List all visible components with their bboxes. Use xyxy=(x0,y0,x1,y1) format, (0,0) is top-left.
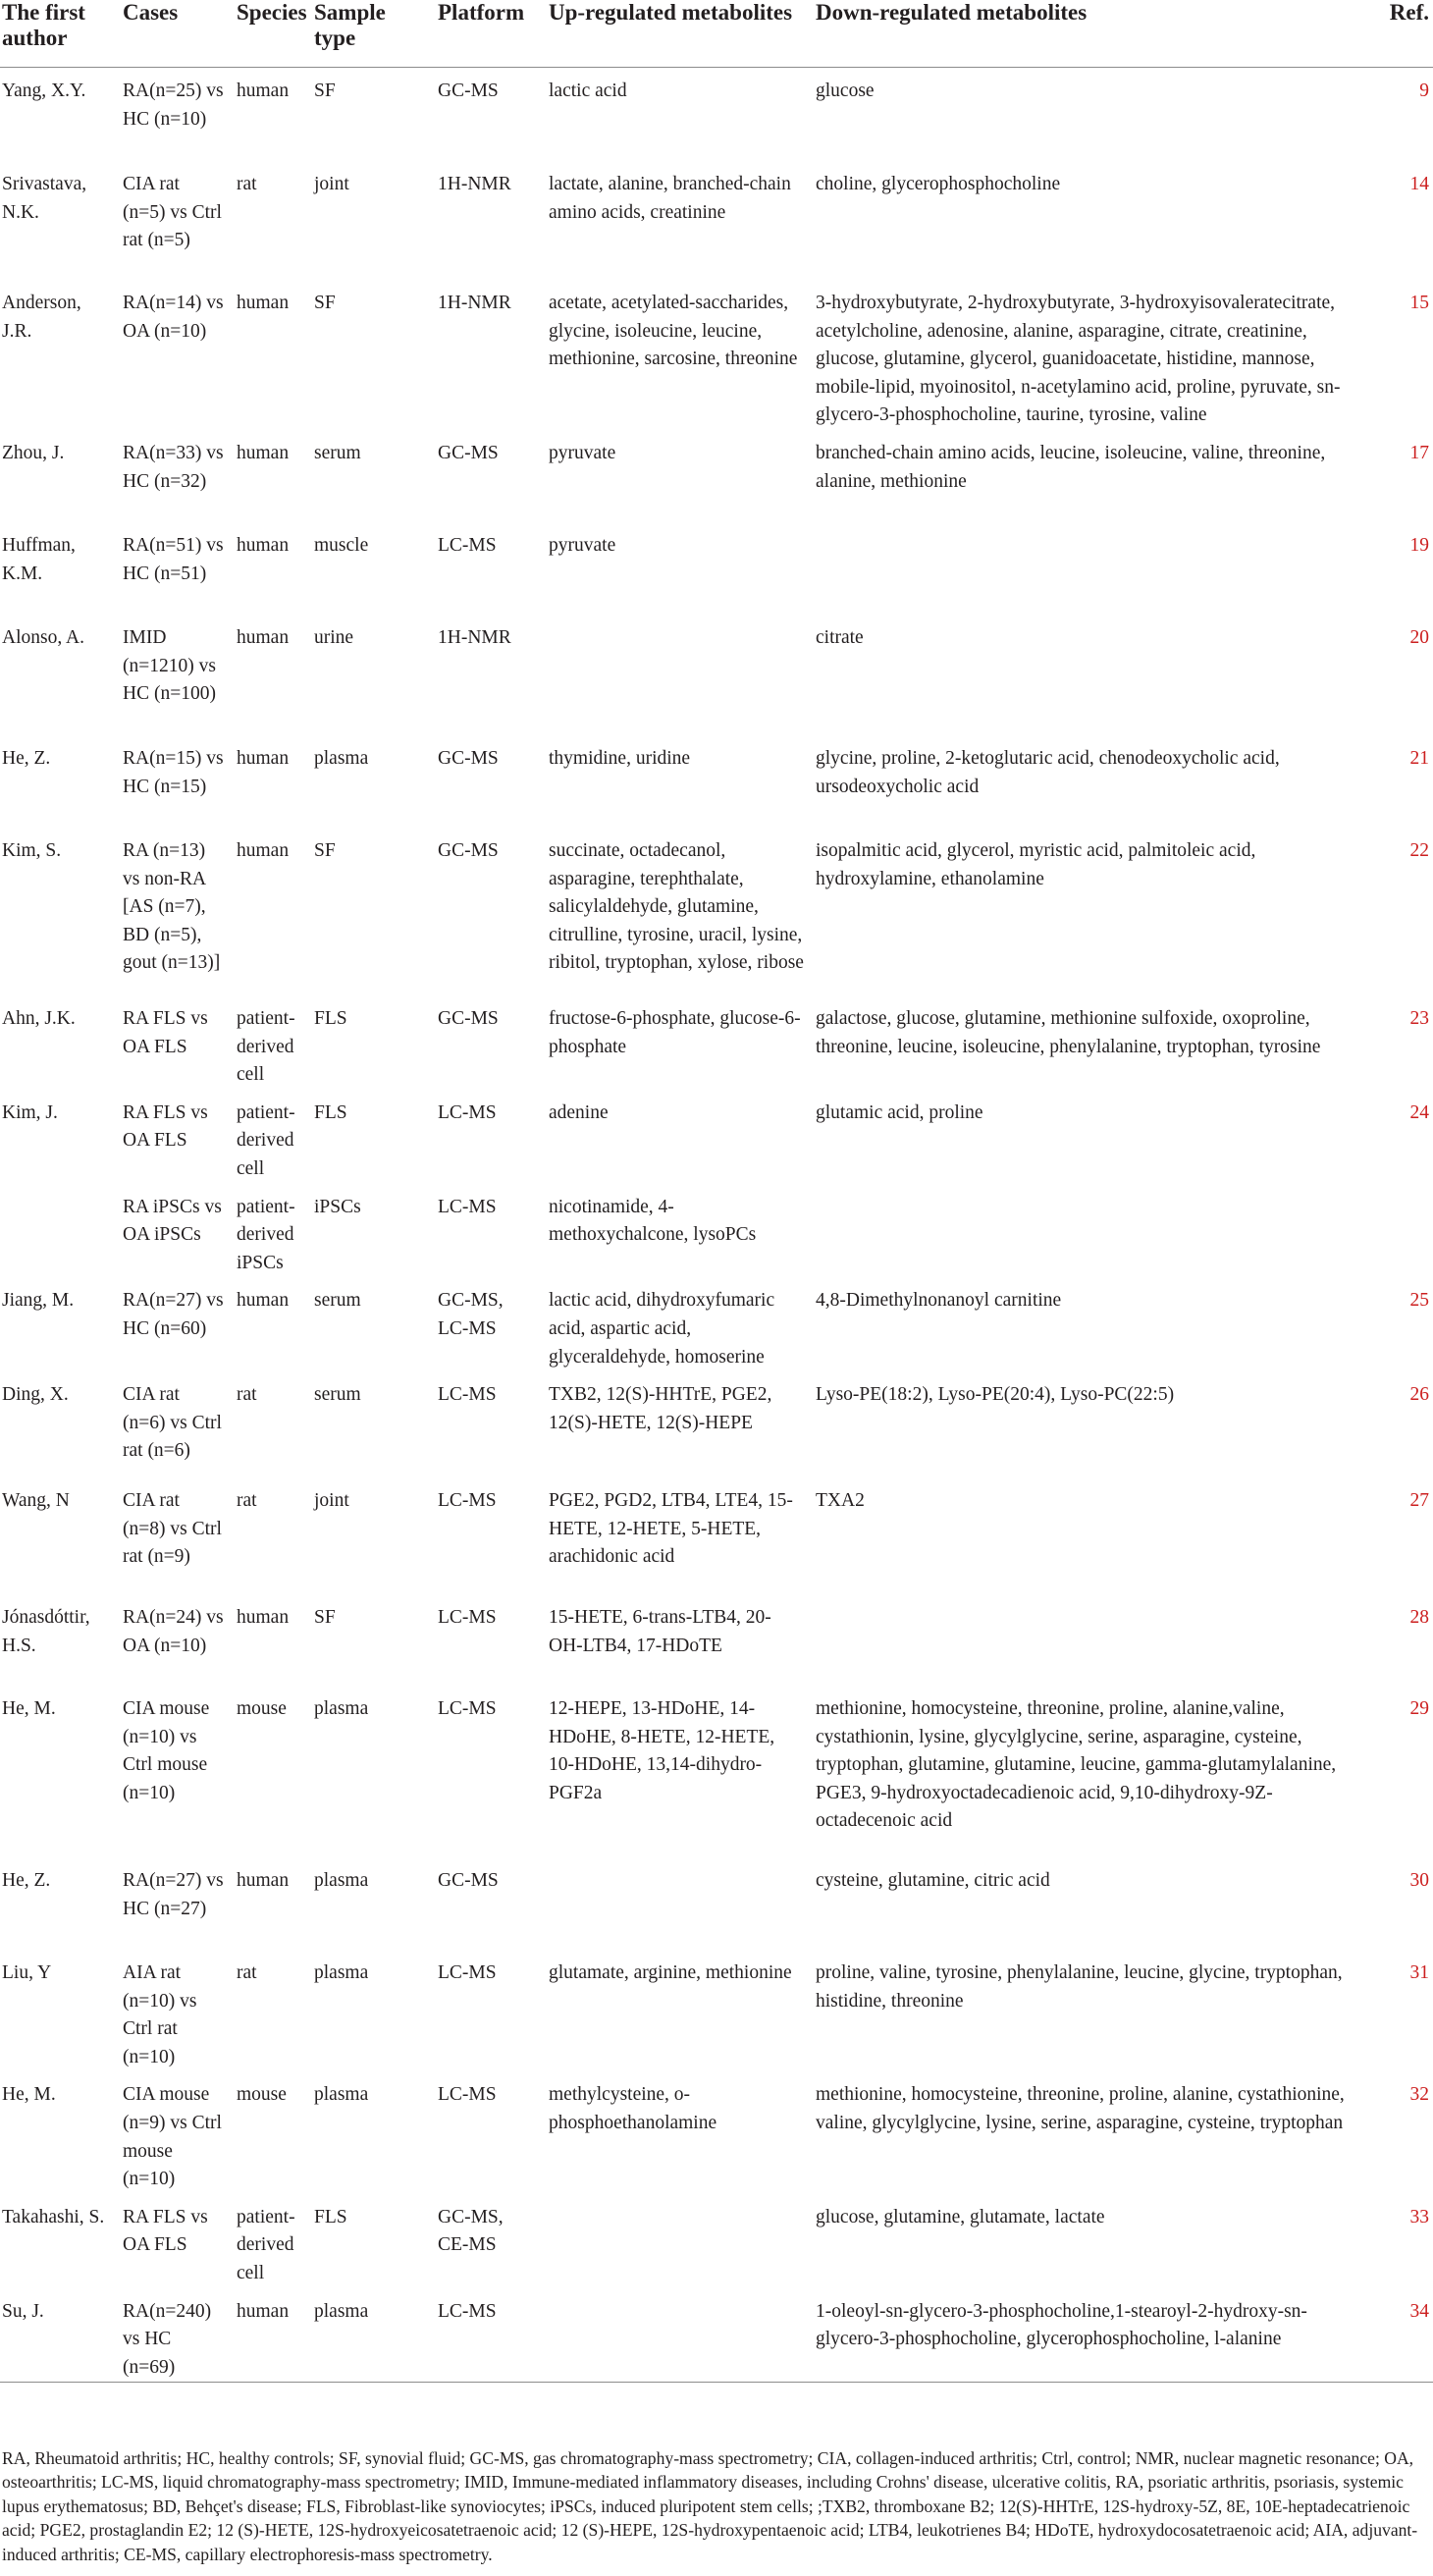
table-cell: 9 xyxy=(1419,80,1429,101)
table-cell: 26 xyxy=(1409,1384,1429,1406)
table-cell: joint xyxy=(314,174,349,194)
table-cell: human xyxy=(237,80,290,101)
table-row xyxy=(0,1857,1433,1950)
table-cell: 20 xyxy=(1409,626,1429,648)
table-cell: 23 xyxy=(1409,1007,1429,1029)
table-cell: LC-MS xyxy=(438,1384,497,1406)
table-cell: succinate, octadecanol, asparagine, terephthalate, salicylaldehyde, glutamine, citrulline, tyrosine, uracil, lysine, ribitol, tryptophan, xylose, ribose xyxy=(549,839,804,974)
header-cell: The first author xyxy=(0,0,117,68)
table-cell: 15 xyxy=(1409,293,1429,313)
table-cell xyxy=(810,522,1372,615)
table-cell: 1-oleoyl-sn-glycero-3-phosphocholine,1-stearoyl-2-hydroxy-sn-glycero-3-phosphocholine, glycerophosphocholine, l-alanine xyxy=(810,2288,1372,2383)
table-header xyxy=(0,0,1433,68)
table-cell: Liu, Y xyxy=(2,1962,52,1984)
table-cell: RA(n=15) vs HC (n=15) xyxy=(123,747,224,797)
header-cell: Up-regulated metabolites xyxy=(543,0,810,68)
table-cell: rat xyxy=(237,1490,257,1512)
table-cell: Kim, J. xyxy=(2,1101,58,1123)
table-cell: 19 xyxy=(1409,534,1429,556)
header-cell: Down-regulated metabolites xyxy=(810,0,1372,68)
table-cell: Yang, X.Y. xyxy=(2,80,86,101)
table-cell: Jónasdóttir, H.S. xyxy=(2,1607,90,1656)
table-cell: Zhou, J. xyxy=(2,442,65,463)
table-cell: cysteine, glutamine, citric acid xyxy=(816,1870,1050,1892)
table-cell: methionine, homocysteine, threonine, proline, alanine,valine, cystathionin, lysine, glycylglycine, serine, asparagine, cysteine, tryptophan, glutamine, glutamine, leucine, gamma-glutamylalanine, PGE3, 9-hydroxyoctadecadienoic acid, 9,10-dihydroxy-9Z-octadecenoic acid xyxy=(816,1698,1337,1832)
table-cell: isopalmitic acid, glycerol, myristic acid, palmitoleic acid, hydroxylamine, ethanolamine xyxy=(816,839,1256,889)
table-cell: GC-MS xyxy=(438,839,499,861)
table-cell: LC-MS xyxy=(438,1490,497,1512)
table-cell: RA(n=27) vs HC (n=60) xyxy=(123,1290,224,1339)
table-cell: human xyxy=(237,1290,290,1312)
table-cell: iPSCs xyxy=(314,1196,361,1217)
table-cell: glycine, proline, 2-ketoglutaric acid, chenodeoxycholic acid, ursodeoxycholic acid xyxy=(816,747,1280,797)
table-cell: 34 xyxy=(1372,2288,1433,2383)
table-cell: human xyxy=(231,2288,308,2383)
table-cell: LC-MS xyxy=(438,534,497,556)
table-row xyxy=(0,430,1433,522)
table-cell: RA(n=25) vs HC (n=10) xyxy=(123,80,224,130)
table-row xyxy=(0,68,1433,162)
table-cell: RA(n=240) vs HC (n=69) xyxy=(117,2288,231,2383)
table-cell: Lyso-PE(18:2), Lyso-PE(20:4), Lyso-PC(22:5) xyxy=(816,1384,1175,1406)
table-cell: GC-MS xyxy=(438,80,499,101)
table-cell: RA (n=13) vs non-RA [AS (n=7), BD (n=5), gout (n=13)] xyxy=(123,839,221,974)
table-cell: RA(n=24) vs OA (n=10) xyxy=(123,1607,224,1656)
table-cell: TXA2 xyxy=(816,1490,865,1512)
table-cell: lactic acid xyxy=(549,80,627,101)
table-cell: SF xyxy=(314,839,336,861)
header-cell: Sample type xyxy=(308,0,432,68)
table-cell: GC-MS, LC-MS xyxy=(438,1290,504,1339)
table-cell: LC-MS xyxy=(438,1698,497,1720)
table-cell: Wang, N xyxy=(2,1490,70,1512)
table-cell: Jiang, M. xyxy=(2,1290,75,1312)
table-cell: proline, valine, tyrosine, phenylalanine, leucine, glycine, tryptophan, histidine, threonine xyxy=(816,1962,1343,2012)
table-row xyxy=(0,1184,1433,1278)
header-cell: Cases xyxy=(117,0,231,68)
table-cell: Srivastava, N.K. xyxy=(2,174,87,223)
table-row xyxy=(0,1277,1433,1371)
table-cell: 14 xyxy=(1409,174,1429,194)
table-cell: SF xyxy=(314,1607,336,1629)
table-cell: TXB2, 12(S)-HHTrE, PGE2, 12(S)-HETE, 12(S)-HEPE xyxy=(549,1384,772,1433)
table-cell: 1H-NMR xyxy=(438,174,511,194)
table-cell: He, Z. xyxy=(2,747,51,769)
table-cell: human xyxy=(237,1607,290,1629)
table-cell: SF xyxy=(314,80,336,101)
table-cell: lactate, alanine, branched-chain amino acids, creatinine xyxy=(549,174,791,223)
table-row xyxy=(0,161,1433,280)
table-cell xyxy=(543,615,810,735)
table-row xyxy=(0,735,1433,828)
table-cell: 1H-NMR xyxy=(438,293,511,313)
table-cell: Alonso, A. xyxy=(2,626,84,648)
table-cell: He, M. xyxy=(2,2084,56,2106)
table-cell: mouse xyxy=(237,2084,287,2106)
table-cell: plasma xyxy=(314,1962,369,1984)
table-row xyxy=(0,615,1433,735)
table-cell: RA iPSCs vs OA iPSCs xyxy=(123,1196,222,1246)
table-cell xyxy=(543,2194,810,2288)
table-body xyxy=(0,68,1433,2383)
table-cell xyxy=(810,1594,1372,1686)
table-cell: Anderson, J.R. xyxy=(2,293,81,342)
table-cell: pyruvate xyxy=(549,534,616,556)
table-cell: plasma xyxy=(314,1698,369,1720)
table-cell: glucose xyxy=(816,80,875,101)
table-cell: human xyxy=(237,534,290,556)
table-cell: 30 xyxy=(1409,1870,1429,1892)
table-cell: methionine, homocysteine, threonine, proline, alanine, cystathionine, valine, glycylglycine, lysine, serine, asparagine, cysteine, tryptophan xyxy=(816,2084,1345,2134)
table-cell: FLS xyxy=(314,1101,347,1123)
table-cell: patient-derived cell xyxy=(237,1101,295,1179)
table-cell: RA(n=14) vs OA (n=10) xyxy=(123,293,224,342)
table-cell: RA(n=33) vs HC (n=32) xyxy=(123,442,224,492)
table-cell: CIA rat (n=8) vs Ctrl rat (n=9) xyxy=(123,1490,222,1568)
table-cell: 21 xyxy=(1409,747,1429,769)
table-cell xyxy=(1372,1184,1433,1278)
table-cell: pyruvate xyxy=(549,442,616,463)
table-cell: human xyxy=(237,293,290,313)
table-cell: Kim, S. xyxy=(2,839,62,861)
table-row xyxy=(0,1950,1433,2071)
table-cell: serum xyxy=(314,1384,361,1406)
table-cell: CIA mouse (n=9) vs Ctrl mouse (n=10) xyxy=(123,2084,222,2190)
table-cell: 22 xyxy=(1409,839,1429,861)
table-cell: GC-MS xyxy=(438,747,499,769)
table-cell: galactose, glucose, glutamine, methionine sulfoxide, oxoproline, threonine, leucine, isoleucine, phenylalanine, tryptophan, tyrosine xyxy=(816,1007,1321,1057)
table-cell: glutamic acid, proline xyxy=(816,1101,983,1123)
table-cell: 3-hydroxybutyrate, 2-hydroxybutyrate, 3-hydroxyisovaleratecitrate, acetylcholine, adenosine, alanine, asparagine, citrate, creatinine, glucose, glutamine, glycerol, guanidoacetate, histidine, mannose, mobile-lipid, myoinositol, n-acetylamino acid, proline, pyruvate, sn-glycero-3-phosphocholine, taurine, tyrosine, valine xyxy=(816,293,1341,426)
table-cell: rat xyxy=(237,1384,257,1406)
table-cell: mouse xyxy=(237,1698,287,1720)
table-row xyxy=(0,2071,1433,2193)
table-row xyxy=(0,1686,1433,1857)
table-cell: CIA rat (n=5) vs Ctrl rat (n=5) xyxy=(123,174,222,251)
table-cell: RA FLS vs OA FLS xyxy=(123,1101,208,1152)
table-cell: 15-HETE, 6-trans-LTB4, 20-OH-LTB4, 17-HDoTE xyxy=(549,1607,771,1656)
table-cell xyxy=(543,1857,810,1950)
table-cell: Ding, X. xyxy=(2,1384,69,1406)
table-cell: patient-derived cell xyxy=(237,2206,295,2284)
table-cell: urine xyxy=(314,626,354,648)
table-cell: human xyxy=(237,442,290,463)
table-cell: GC-MS xyxy=(438,442,499,463)
table-cell: 32 xyxy=(1409,2084,1429,2106)
table-cell: glucose, glutamine, glutamate, lactate xyxy=(816,2206,1105,2227)
table-cell: plasma xyxy=(308,2288,432,2383)
table-cell: 27 xyxy=(1409,1490,1429,1512)
table-cell: Su, J. xyxy=(0,2288,117,2383)
table-cell: rat xyxy=(237,174,257,194)
table-cell: rat xyxy=(237,1962,257,1984)
table-cell: AIA rat (n=10) vs Ctrl rat (n=10) xyxy=(123,1962,197,2067)
table-cell: SF xyxy=(314,293,336,313)
table-cell: 12-HEPE, 13-HDoHE, 14-HDoHE, 8-HETE, 12-HETE, 10-HDoHE, 13,14-dihydro-PGF2a xyxy=(549,1698,775,1803)
table-cell: methylcysteine, o-phosphoethanolamine xyxy=(549,2084,717,2134)
table-cell: PGE2, PGD2, LTB4, LTE4, 15-HETE, 12-HETE, 5-HETE, arachidonic acid xyxy=(549,1490,793,1568)
table-cell: FLS xyxy=(314,1007,347,1029)
table-cell: thymidine, uridine xyxy=(549,747,691,769)
table-cell xyxy=(810,1184,1372,1278)
table-row xyxy=(0,1477,1433,1594)
table-cell: joint xyxy=(314,1490,349,1512)
table-cell: citrate xyxy=(816,626,864,648)
table-cell: 24 xyxy=(1409,1101,1429,1123)
table-cell: human xyxy=(237,747,290,769)
table-cell: plasma xyxy=(314,1870,369,1892)
table-cell: He, Z. xyxy=(2,1870,51,1892)
table-row xyxy=(0,1594,1433,1686)
header-cell: Species xyxy=(231,0,308,68)
table-row xyxy=(0,828,1433,995)
table-cell: adenine xyxy=(549,1101,609,1123)
table-cell: glutamate, arginine, methionine xyxy=(549,1962,792,1984)
table-cell: LC-MS xyxy=(432,2288,543,2383)
table-row xyxy=(0,1090,1433,1184)
table-row xyxy=(0,522,1433,615)
table-cell: plasma xyxy=(314,747,369,769)
table-cell: nicotinamide, 4-methoxychalcone, lysoPCs xyxy=(549,1196,757,1246)
table-cell: choline, glycerophosphocholine xyxy=(816,174,1061,194)
table-cell: 4,8-Dimethylnonanoyl carnitine xyxy=(816,1290,1062,1312)
table-cell: CIA rat (n=6) vs Ctrl rat (n=6) xyxy=(123,1384,222,1462)
header-cell: Ref. xyxy=(1372,0,1433,68)
table-cell: 1H-NMR xyxy=(438,626,511,648)
table-cell: acetate, acetylated-saccharides, glycine, isoleucine, leucine, methionine, sarcosine, threonine xyxy=(549,293,798,370)
table-cell: Takahashi, S. xyxy=(2,2206,105,2227)
table-cell: patient-derived cell xyxy=(237,1007,295,1086)
table-cell: 31 xyxy=(1409,1962,1429,1984)
table-cell: branched-chain amino acids, leucine, isoleucine, valine, threonine, alanine, methionine xyxy=(816,442,1326,492)
table-cell: GC-MS xyxy=(438,1007,499,1029)
table-cell: LC-MS xyxy=(438,1101,497,1123)
table-cell: lactic acid, dihydroxyfumaric acid, aspartic acid, glyceraldehyde, homoserine xyxy=(549,1290,775,1368)
table-cell: IMID (n=1210) vs HC (n=100) xyxy=(123,626,216,705)
table-cell: patient-derived iPSCs xyxy=(237,1196,295,1273)
table-row xyxy=(0,995,1433,1090)
header-row xyxy=(0,0,1433,68)
table-cell: 29 xyxy=(1409,1698,1429,1720)
header-cell: Platform xyxy=(432,0,543,68)
table-cell: muscle xyxy=(314,534,369,556)
table-cell: GC-MS xyxy=(438,1870,499,1892)
table-cell: human xyxy=(237,839,290,861)
table-cell: 17 xyxy=(1409,442,1429,463)
table-cell: RA FLS vs OA FLS xyxy=(123,1007,208,1057)
table-cell: RA FLS vs OA FLS xyxy=(123,2206,208,2256)
table-cell: serum xyxy=(314,442,361,463)
table-cell: human xyxy=(237,626,290,648)
table-cell: 33 xyxy=(1409,2206,1429,2227)
table-cell: LC-MS xyxy=(438,2084,497,2106)
table-cell: plasma xyxy=(314,2084,369,2106)
table-cell xyxy=(543,2288,810,2383)
table-row xyxy=(0,280,1433,430)
table-cell: Huffman, K.M. xyxy=(2,534,76,584)
table-cell: He, M. xyxy=(2,1698,56,1720)
table-row xyxy=(0,1371,1433,1477)
table-cell: fructose-6-phosphate, glucose-6-phosphate xyxy=(549,1007,801,1057)
table-cell: serum xyxy=(314,1290,361,1312)
table-cell: Ahn, J.K. xyxy=(2,1007,76,1029)
table-cell: LC-MS xyxy=(438,1607,497,1629)
table-cell: RA(n=51) vs HC (n=51) xyxy=(123,534,224,584)
table-cell: LC-MS xyxy=(438,1196,497,1217)
table-cell: LC-MS xyxy=(438,1962,497,1984)
table-cell xyxy=(0,1184,117,1278)
table-cell: FLS xyxy=(314,2206,347,2227)
table-cell: GC-MS, CE-MS xyxy=(438,2206,504,2256)
table-cell: 25 xyxy=(1409,1290,1429,1312)
table-cell: RA(n=27) vs HC (n=27) xyxy=(123,1870,224,1919)
table-row xyxy=(0,2288,1433,2383)
table-footnote: RA, Rheumatoid arthritis; HC, healthy controls; SF, synovial fluid; GC-MS, gas chromatography-mass spectrometry; CIA, collagen-induced arthritis; Ctrl, control; NMR, nuclear magnetic resonance; OA, osteoarthritis; LC-MS, liquid chromatography-mass spectrometry; IMID, Immune-mediated inflammatory diseases, including Crohns' disease, ulcerative colitis, RA, psoriatic arthritis, psoriasis, systemic lupus erythematosus; BD, Behçet's disease; FLS, Fibroblast-like synoviocytes; iPSCs, induced pluripotent stem cells; ;TXB2, thromboxane B2; 12(S)-HHTrE, 12S-hydroxy-5Z, 8E, 10E-heptadecatrienoic acid; PGE2, prostaglandin E2; 12 (S)-HETE, 12S-hydroxyeicosatetraenoic acid; 12 (S)-HEPE, 12S-hydroxypentaenoic acid; LTB4, leukotrienes B4; HDoTE, hydroxydocosatetraenoic acid; AIA, adjuvant-induced arthritis; CE-MS, capillary electrophoresis-mass spectrometry. xyxy=(2,2448,1418,2564)
table-cell: 28 xyxy=(1409,1607,1429,1629)
table-cell: human xyxy=(237,1870,290,1892)
table-row xyxy=(0,2194,1433,2288)
table-cell: CIA mouse (n=10) vs Ctrl mouse (n=10) xyxy=(123,1698,210,1803)
